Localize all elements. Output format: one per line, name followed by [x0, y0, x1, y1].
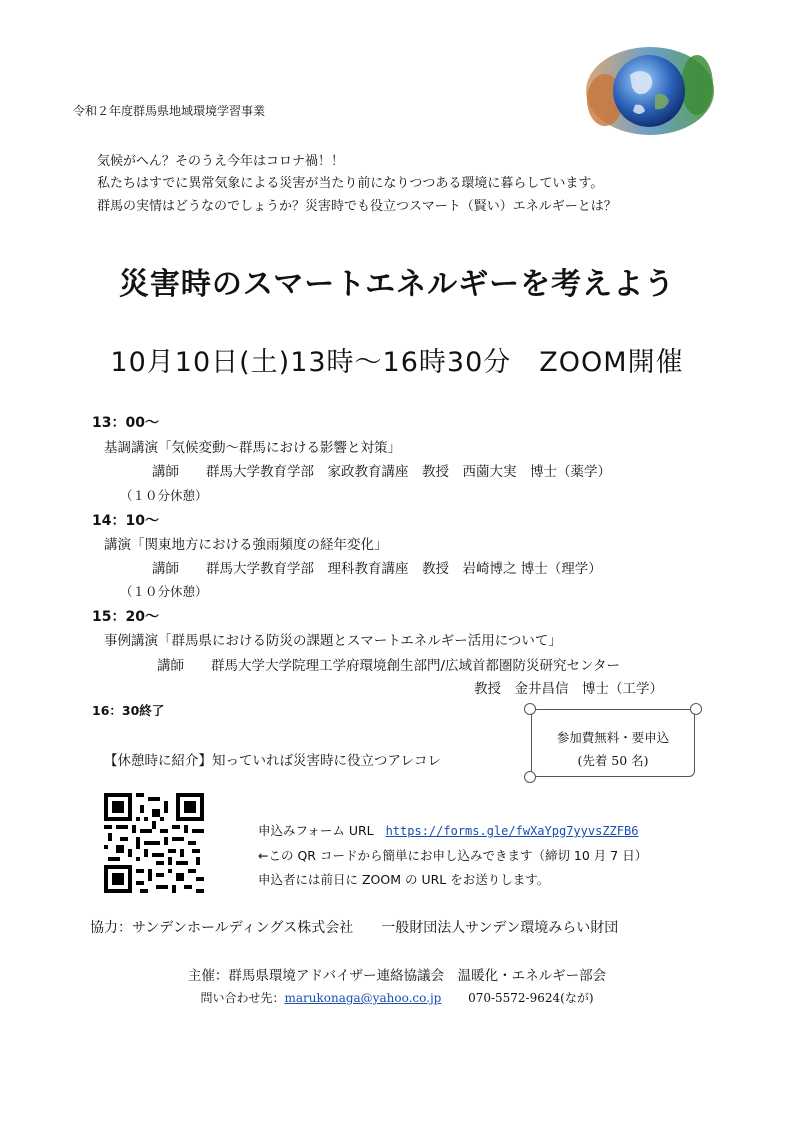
scroll-roll-bottom	[524, 771, 536, 783]
session-1-time: 13：00～	[92, 415, 159, 431]
fee-text: 参加費無料・要申込	[556, 730, 670, 745]
session-3-time: 15：20～	[92, 609, 159, 625]
break-1: （１０分休憩）	[120, 488, 208, 503]
event-title: 災害時のスマートエネルギーを考えよう	[118, 267, 676, 302]
session-3-lecturer-title: 教授 金井昌信 博士（工学）	[474, 681, 663, 697]
event-datetime: 10月10日(土)13時～16時30分 ZOOM開催	[110, 347, 684, 378]
qr-note: ←この QR コードから簡単にお申し込みできます（締切 10 月 7 日）	[258, 848, 648, 863]
session-3-title: 事例講演「群馬県における防災の課題とスマートエネルギー活用について」	[104, 633, 562, 649]
intro-line-2: 私たちはすでに異常気象による災害が当たり前になりつつある環境に暮らしています。	[97, 176, 604, 191]
break-intro: 【休憩時に紹介】知っていれば災害時に役立つアレコレ	[104, 753, 441, 769]
session-2-time: 14：10～	[92, 513, 159, 529]
qr-code[interactable]	[104, 793, 204, 893]
intro-line-3: 群馬の実情はどうなのでしょうか？災害時でも役立つスマート（賢い）エネルギーとは？	[97, 199, 617, 214]
session-1-title: 基調講演「気候変動～群馬における影響と対策」	[104, 440, 401, 456]
zoom-note: 申込者には前日に ZOOM の URL をお送りします。	[258, 872, 550, 887]
contact-email-link[interactable]: marukonaga@yahoo.co.jp	[284, 991, 442, 1005]
break-2: （１０分休憩）	[120, 584, 208, 599]
fee-scroll	[531, 709, 695, 777]
end-time: 16：30終了	[92, 703, 165, 718]
registration-form-line	[258, 821, 638, 839]
contact-phone: 070-5572-9624(なが)	[468, 991, 594, 1005]
contact-label: 問い合わせ先：	[200, 991, 285, 1005]
session-2-lecturer: 講師 群馬大学教育学部 理科教育講座 教授 岩崎博之 博士（理学）	[152, 561, 602, 577]
organizer: 主催：群馬県環境アドバイザー連絡協議会 温暖化・エネルギー部会	[187, 968, 607, 984]
form-url-link[interactable]: https://forms.gle/fwXaYpg7yyvsZZFB6	[385, 824, 639, 838]
session-3-lecturer: 講師 群馬大学大学院理工学府環境創生部門/広域首都圏防災研究センター	[157, 658, 621, 674]
scroll-roll-top	[524, 703, 536, 715]
cooperation: 協力：サンデンホールディングス株式会社 一般財団法人サンデン環境みらい財団	[90, 920, 619, 936]
program-name: 令和２年度群馬県地域環境学習事業	[73, 104, 266, 118]
earth-image	[585, 45, 715, 137]
intro-line-1: 気候がへん？そのうえ今年はコロナ禍！！	[97, 154, 345, 169]
contact-line	[0, 989, 794, 1006]
scroll-roll-top-right	[690, 703, 702, 715]
session-1-lecturer: 講師 群馬大学教育学部 家政教育講座 教授 西薗大実 博士（薬学）	[152, 464, 611, 480]
form-label: 申込みフォーム URL	[258, 823, 374, 838]
session-2-title: 講演「関東地方における強雨頻度の経年変化」	[104, 537, 388, 553]
fee-capacity: (先着 50 名)	[577, 753, 649, 768]
